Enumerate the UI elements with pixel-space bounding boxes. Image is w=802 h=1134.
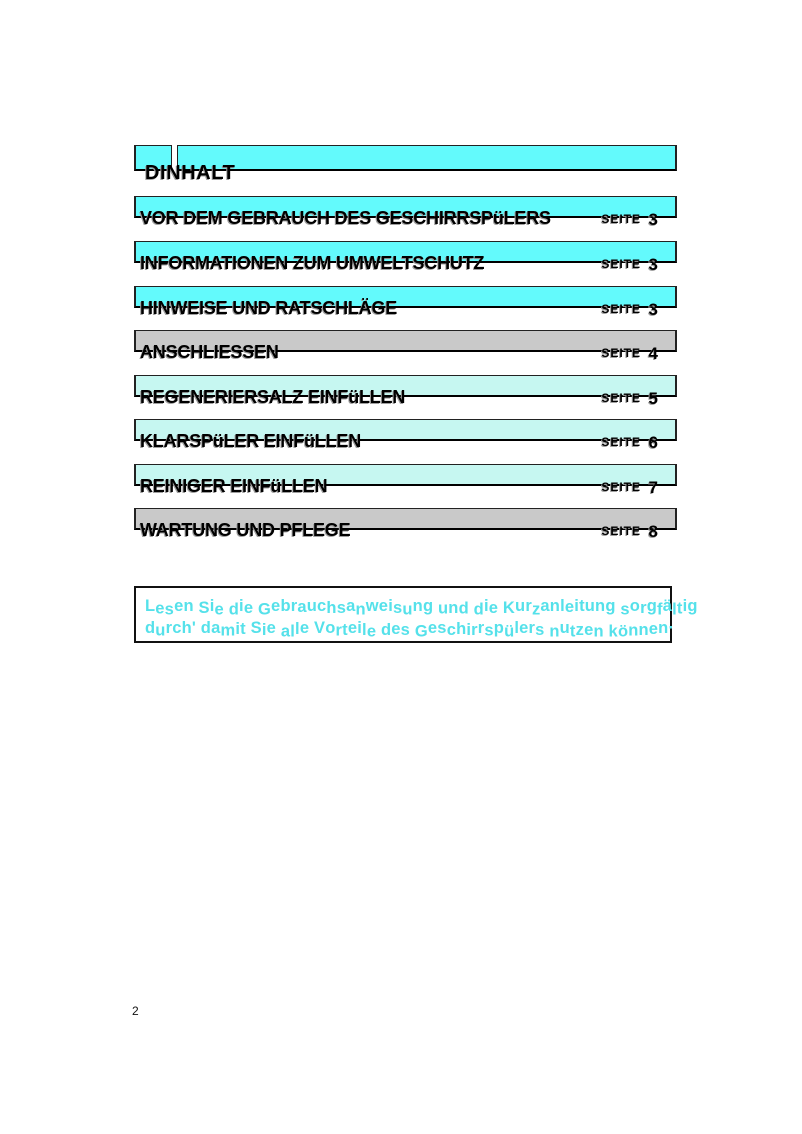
toc-header <box>134 145 677 184</box>
toc-row <box>134 419 677 452</box>
toc-page-number: 3 <box>648 210 658 229</box>
toc-row <box>134 330 677 363</box>
toc-page-number: 5 <box>648 389 658 408</box>
page-title-text: INHALT <box>160 162 236 184</box>
toc-row <box>134 464 677 497</box>
toc-row <box>134 286 677 319</box>
toc-page-label: SEITE <box>601 391 641 405</box>
toc-row-title: REGENERIERSALZ EINFüLLEN <box>140 387 406 407</box>
toc-row-title: REINIGER EINFüLLEN <box>140 476 328 496</box>
toc-row <box>134 375 677 408</box>
toc-row-title: WARTUNG UND PFLEGE <box>140 520 351 540</box>
toc-row-title: ANSCHLIESSEN <box>140 342 279 362</box>
toc-row-title: VOR DEM GEBRAUCH DES GESCHIRRSPüLERS <box>140 208 551 228</box>
toc-row-title: KLARSPüLER EINFüLLEN <box>140 431 361 451</box>
toc-page-label: SEITE <box>601 480 641 494</box>
toc-row <box>134 508 677 541</box>
toc-page-label: SEITE <box>601 524 641 538</box>
note-line-1: Lesen Sie die Gebrauchsanweisung und die Kurzanleitung sorgfältig <box>145 597 698 619</box>
lang-letter: D <box>145 162 161 184</box>
toc-row-title: HINWEISE UND RATSCHLÄGE <box>140 298 398 318</box>
toc-page-number: 8 <box>648 522 658 541</box>
header-title-bar <box>177 145 677 171</box>
footer-page-number: 2 <box>132 1004 139 1018</box>
toc-page-number: 6 <box>648 433 658 452</box>
toc-page-label: SEITE <box>601 212 641 226</box>
note-box <box>134 586 698 643</box>
note-line-2: durch' damit Sie alle Vorteile des Geschirrspülers nutzen können· <box>145 619 675 641</box>
toc-page-label: SEITE <box>601 435 641 449</box>
toc-row <box>134 196 677 229</box>
page-title <box>145 162 235 185</box>
toc-page-label: SEITE <box>601 302 641 316</box>
toc-page-number: 7 <box>648 478 658 497</box>
toc-page-number: 4 <box>648 344 658 363</box>
toc-row-title: INFORMATIONEN ZUM UMWELTSCHUTZ <box>140 253 485 273</box>
toc-page-label: SEITE <box>601 257 641 271</box>
toc-page-label: SEITE <box>601 346 641 360</box>
toc-page-number: 3 <box>648 300 658 319</box>
toc-row <box>134 241 677 274</box>
toc-page-number: 3 <box>648 255 658 274</box>
